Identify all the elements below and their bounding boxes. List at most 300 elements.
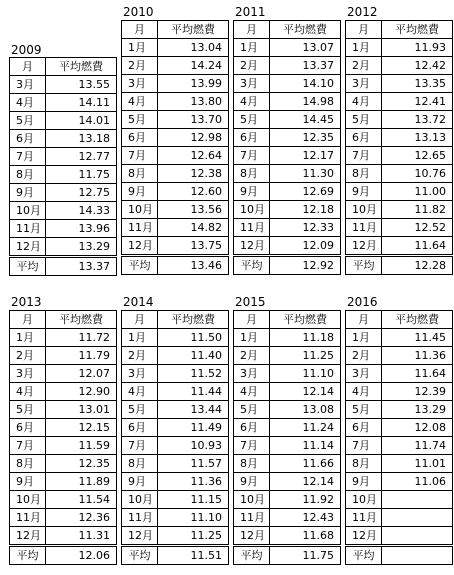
month-cell: 1月 — [122, 39, 158, 57]
fuel-table — [345, 20, 453, 275]
table-row — [10, 166, 117, 184]
table-row — [122, 437, 229, 455]
table-row — [10, 148, 117, 166]
header-row — [346, 21, 453, 39]
month-cell: 5月 — [10, 401, 46, 419]
header-row — [10, 58, 117, 76]
table-row — [122, 183, 229, 201]
table-row — [346, 93, 453, 111]
month-cell: 4月 — [10, 383, 46, 401]
month-cell: 11月 — [122, 509, 158, 527]
value-cell: 13.04 — [158, 39, 229, 57]
table-row — [234, 509, 341, 527]
table-row — [122, 527, 229, 546]
table-row — [346, 183, 453, 201]
year-label: 2010 — [123, 5, 154, 19]
value-cell: 13.99 — [158, 75, 229, 93]
table-row — [10, 401, 117, 419]
month-cell: 9月 — [122, 183, 158, 201]
header-value: 平均燃費 — [46, 311, 117, 329]
table-row — [122, 93, 229, 111]
table-row — [346, 75, 453, 93]
average-label: 平均 — [346, 546, 382, 565]
fuel-table — [121, 310, 229, 565]
table-row — [122, 455, 229, 473]
month-cell: 9月 — [346, 183, 382, 201]
average-row — [346, 546, 453, 565]
value-cell: 13.56 — [158, 201, 229, 219]
value-cell: 11.15 — [158, 491, 229, 509]
year-label: 2011 — [235, 5, 266, 19]
table-row — [122, 365, 229, 383]
header-month: 月 — [234, 21, 270, 39]
table-row — [346, 39, 453, 57]
average-value: 12.92 — [270, 256, 341, 275]
value-cell: 12.64 — [158, 147, 229, 165]
table-row — [10, 527, 117, 546]
fuel-table — [9, 310, 117, 565]
value-cell: 13.75 — [158, 237, 229, 256]
month-cell: 7月 — [346, 437, 382, 455]
table-row — [122, 329, 229, 347]
table-row — [234, 401, 341, 419]
table-row — [346, 527, 453, 546]
table-row — [122, 509, 229, 527]
table-row — [10, 419, 117, 437]
month-cell: 4月 — [346, 383, 382, 401]
year-label: 2009 — [11, 43, 42, 57]
average-row — [10, 257, 117, 276]
table-row — [234, 201, 341, 219]
table-row — [10, 112, 117, 130]
value-cell: 12.38 — [158, 165, 229, 183]
header-value: 平均燃費 — [382, 21, 453, 39]
table-row — [234, 111, 341, 129]
header-month: 月 — [10, 311, 46, 329]
month-cell: 12月 — [234, 237, 270, 256]
value-cell: 12.18 — [270, 201, 341, 219]
value-cell: 13.55 — [46, 76, 117, 94]
fuel-table — [345, 310, 453, 565]
table-row — [346, 347, 453, 365]
header-value: 平均燃費 — [158, 21, 229, 39]
average-row — [346, 256, 453, 275]
value-cell: 11.01 — [382, 455, 453, 473]
value-cell: 11.14 — [270, 437, 341, 455]
table-row — [122, 383, 229, 401]
month-cell: 6月 — [234, 419, 270, 437]
table-row — [234, 491, 341, 509]
year-label: 2012 — [347, 5, 378, 19]
month-cell: 11月 — [234, 509, 270, 527]
header-row — [234, 21, 341, 39]
table-row — [234, 383, 341, 401]
fuel-table — [233, 310, 341, 565]
table-row — [10, 455, 117, 473]
table-row — [346, 201, 453, 219]
average-value — [382, 546, 453, 565]
month-cell: 6月 — [122, 419, 158, 437]
value-cell: 11.89 — [46, 473, 117, 491]
value-cell: 12.77 — [46, 148, 117, 166]
table-row — [10, 473, 117, 491]
month-cell: 3月 — [122, 75, 158, 93]
table-row — [10, 509, 117, 527]
value-cell: 12.42 — [382, 57, 453, 75]
month-cell: 6月 — [10, 419, 46, 437]
value-cell: 11.75 — [46, 166, 117, 184]
value-cell: 12.41 — [382, 93, 453, 111]
value-cell: 11.54 — [46, 491, 117, 509]
value-cell: 13.80 — [158, 93, 229, 111]
table-row — [346, 419, 453, 437]
average-value: 13.37 — [46, 257, 117, 276]
value-cell: 11.06 — [382, 473, 453, 491]
month-cell: 2月 — [234, 57, 270, 75]
table-row — [122, 165, 229, 183]
average-value: 12.06 — [46, 546, 117, 565]
value-cell: 11.36 — [158, 473, 229, 491]
value-cell: 12.07 — [46, 365, 117, 383]
table-row — [10, 238, 117, 257]
month-cell: 3月 — [234, 75, 270, 93]
value-cell — [382, 509, 453, 527]
month-cell: 4月 — [122, 93, 158, 111]
average-label: 平均 — [234, 256, 270, 275]
average-label: 平均 — [346, 256, 382, 275]
value-cell: 13.08 — [270, 401, 341, 419]
table-row — [122, 347, 229, 365]
header-value: 平均燃費 — [46, 58, 117, 76]
month-cell: 10月 — [346, 201, 382, 219]
month-cell: 2月 — [234, 347, 270, 365]
month-cell: 7月 — [234, 437, 270, 455]
table-row — [122, 219, 229, 237]
header-row — [122, 311, 229, 329]
value-cell: 11.79 — [46, 347, 117, 365]
month-cell: 6月 — [10, 130, 46, 148]
table-row — [10, 383, 117, 401]
table-row — [10, 437, 117, 455]
month-cell: 9月 — [234, 183, 270, 201]
month-cell: 2月 — [122, 347, 158, 365]
header-row — [10, 311, 117, 329]
value-cell: 13.70 — [158, 111, 229, 129]
header-value: 平均燃費 — [270, 21, 341, 39]
value-cell: 12.35 — [270, 129, 341, 147]
month-cell: 5月 — [10, 112, 46, 130]
month-cell: 7月 — [122, 437, 158, 455]
month-cell: 10月 — [234, 201, 270, 219]
average-value: 11.75 — [270, 546, 341, 565]
value-cell: 11.25 — [158, 527, 229, 546]
value-cell: 13.44 — [158, 401, 229, 419]
header-month: 月 — [234, 311, 270, 329]
value-cell: 12.65 — [382, 147, 453, 165]
value-cell: 11.59 — [46, 437, 117, 455]
value-cell: 13.35 — [382, 75, 453, 93]
year-label: 2013 — [11, 295, 42, 309]
table-row — [234, 419, 341, 437]
value-cell: 12.60 — [158, 183, 229, 201]
value-cell: 12.14 — [270, 473, 341, 491]
fuel-table — [121, 20, 229, 275]
value-cell: 11.31 — [46, 527, 117, 546]
month-cell: 1月 — [234, 329, 270, 347]
month-cell: 3月 — [234, 365, 270, 383]
value-cell: 13.29 — [46, 238, 117, 257]
table-row — [234, 219, 341, 237]
month-cell: 2月 — [346, 347, 382, 365]
month-cell: 4月 — [234, 383, 270, 401]
month-cell: 7月 — [234, 147, 270, 165]
table-row — [234, 129, 341, 147]
value-cell: 14.10 — [270, 75, 341, 93]
month-cell: 4月 — [122, 383, 158, 401]
month-cell: 8月 — [346, 165, 382, 183]
table-row — [346, 491, 453, 509]
value-cell: 11.57 — [158, 455, 229, 473]
average-row — [122, 256, 229, 275]
table-row — [346, 329, 453, 347]
value-cell: 11.93 — [382, 39, 453, 57]
table-row — [234, 93, 341, 111]
month-cell: 8月 — [10, 166, 46, 184]
table-row — [346, 237, 453, 256]
month-cell: 10月 — [234, 491, 270, 509]
average-row — [10, 546, 117, 565]
average-row — [122, 546, 229, 565]
month-cell: 12月 — [10, 527, 46, 546]
year-label: 2015 — [235, 295, 266, 309]
table-row — [234, 237, 341, 256]
table-row — [234, 437, 341, 455]
table-row — [10, 347, 117, 365]
value-cell: 11.24 — [270, 419, 341, 437]
header-month: 月 — [10, 58, 46, 76]
month-cell: 12月 — [10, 238, 46, 257]
value-cell: 13.07 — [270, 39, 341, 57]
value-cell: 12.69 — [270, 183, 341, 201]
value-cell: 11.45 — [382, 329, 453, 347]
table-row — [122, 111, 229, 129]
table-row — [10, 184, 117, 202]
value-cell: 12.15 — [46, 419, 117, 437]
value-cell: 12.14 — [270, 383, 341, 401]
table-row — [122, 401, 229, 419]
value-cell: 13.96 — [46, 220, 117, 238]
table-row — [234, 473, 341, 491]
average-value: 11.51 — [158, 546, 229, 565]
month-cell: 8月 — [122, 455, 158, 473]
month-cell: 6月 — [346, 419, 382, 437]
month-cell: 5月 — [234, 401, 270, 419]
table-row — [346, 437, 453, 455]
value-cell: 12.17 — [270, 147, 341, 165]
month-cell: 11月 — [346, 219, 382, 237]
value-cell: 14.82 — [158, 219, 229, 237]
month-cell: 2月 — [346, 57, 382, 75]
table-row — [234, 329, 341, 347]
month-cell: 7月 — [10, 148, 46, 166]
value-cell: 11.82 — [382, 201, 453, 219]
month-cell: 12月 — [122, 527, 158, 546]
value-cell: 12.08 — [382, 419, 453, 437]
table-row — [122, 419, 229, 437]
month-cell: 12月 — [346, 527, 382, 546]
header-row — [346, 311, 453, 329]
month-cell: 1月 — [234, 39, 270, 57]
table-row — [346, 165, 453, 183]
month-cell: 6月 — [234, 129, 270, 147]
table-row — [234, 57, 341, 75]
table-row — [346, 129, 453, 147]
table-row — [122, 473, 229, 491]
table-row — [346, 57, 453, 75]
table-row — [346, 383, 453, 401]
table-row — [234, 183, 341, 201]
average-row — [234, 256, 341, 275]
table-row — [346, 147, 453, 165]
month-cell: 4月 — [234, 93, 270, 111]
table-row — [122, 147, 229, 165]
table-row — [122, 237, 229, 256]
month-cell: 5月 — [122, 401, 158, 419]
header-row — [234, 311, 341, 329]
month-cell: 9月 — [122, 473, 158, 491]
value-cell: 12.52 — [382, 219, 453, 237]
value-cell: 11.72 — [46, 329, 117, 347]
value-cell: 11.50 — [158, 329, 229, 347]
average-label: 平均 — [10, 257, 46, 276]
month-cell: 10月 — [10, 202, 46, 220]
table-row — [234, 347, 341, 365]
month-cell: 12月 — [234, 527, 270, 546]
header-value: 平均燃費 — [382, 311, 453, 329]
table-row — [234, 455, 341, 473]
month-cell: 10月 — [122, 201, 158, 219]
table-row — [234, 165, 341, 183]
month-cell: 8月 — [10, 455, 46, 473]
value-cell: 12.75 — [46, 184, 117, 202]
header-month: 月 — [346, 21, 382, 39]
table-row — [234, 527, 341, 546]
value-cell: 11.92 — [270, 491, 341, 509]
header-value: 平均燃費 — [158, 311, 229, 329]
month-cell: 12月 — [122, 237, 158, 256]
month-cell: 5月 — [234, 111, 270, 129]
table-row — [122, 129, 229, 147]
month-cell: 11月 — [10, 220, 46, 238]
value-cell: 11.52 — [158, 365, 229, 383]
value-cell: 13.01 — [46, 401, 117, 419]
header-month: 月 — [122, 311, 158, 329]
month-cell: 2月 — [10, 347, 46, 365]
year-label: 2014 — [123, 295, 154, 309]
table-row — [346, 509, 453, 527]
table-row — [346, 473, 453, 491]
value-cell: 11.74 — [382, 437, 453, 455]
value-cell: 11.30 — [270, 165, 341, 183]
table-row — [10, 220, 117, 238]
month-cell: 6月 — [122, 129, 158, 147]
header-month: 月 — [122, 21, 158, 39]
table-row — [234, 147, 341, 165]
table-row — [346, 219, 453, 237]
table-row — [10, 329, 117, 347]
value-cell: 11.64 — [382, 365, 453, 383]
value-cell: 11.40 — [158, 347, 229, 365]
month-cell: 8月 — [234, 165, 270, 183]
value-cell: 14.33 — [46, 202, 117, 220]
table-row — [122, 491, 229, 509]
month-cell: 2月 — [122, 57, 158, 75]
header-row — [122, 21, 229, 39]
value-cell: 12.43 — [270, 509, 341, 527]
value-cell: 12.36 — [46, 509, 117, 527]
table-row — [234, 365, 341, 383]
value-cell: 11.25 — [270, 347, 341, 365]
value-cell: 11.68 — [270, 527, 341, 546]
value-cell — [382, 527, 453, 546]
value-cell: 13.72 — [382, 111, 453, 129]
table-row — [122, 75, 229, 93]
table-row — [346, 455, 453, 473]
average-value: 13.46 — [158, 256, 229, 275]
table-row — [10, 202, 117, 220]
month-cell: 10月 — [346, 491, 382, 509]
average-label: 平均 — [10, 546, 46, 565]
value-cell: 11.10 — [158, 509, 229, 527]
month-cell: 1月 — [346, 329, 382, 347]
table-row — [234, 75, 341, 93]
month-cell: 9月 — [346, 473, 382, 491]
month-cell: 9月 — [10, 473, 46, 491]
month-cell: 5月 — [346, 111, 382, 129]
table-row — [122, 57, 229, 75]
month-cell: 6月 — [346, 129, 382, 147]
header-value: 平均燃費 — [270, 311, 341, 329]
table-row — [10, 365, 117, 383]
month-cell: 9月 — [10, 184, 46, 202]
average-value: 12.28 — [382, 256, 453, 275]
average-row — [234, 546, 341, 565]
year-label: 2016 — [347, 295, 378, 309]
value-cell: 14.11 — [46, 94, 117, 112]
month-cell: 8月 — [122, 165, 158, 183]
value-cell: 12.35 — [46, 455, 117, 473]
value-cell: 11.44 — [158, 383, 229, 401]
value-cell: 12.09 — [270, 237, 341, 256]
month-cell: 5月 — [122, 111, 158, 129]
month-cell: 3月 — [346, 365, 382, 383]
value-cell: 14.24 — [158, 57, 229, 75]
month-cell: 11月 — [122, 219, 158, 237]
month-cell: 10月 — [122, 491, 158, 509]
value-cell: 12.98 — [158, 129, 229, 147]
value-cell: 13.18 — [46, 130, 117, 148]
month-cell: 11月 — [234, 219, 270, 237]
table-row — [122, 39, 229, 57]
table-row — [234, 39, 341, 57]
average-label: 平均 — [122, 256, 158, 275]
month-cell: 7月 — [122, 147, 158, 165]
fuel-table — [233, 20, 341, 275]
month-cell: 3月 — [346, 75, 382, 93]
table-row — [346, 111, 453, 129]
value-cell: 13.29 — [382, 401, 453, 419]
average-label: 平均 — [122, 546, 158, 565]
